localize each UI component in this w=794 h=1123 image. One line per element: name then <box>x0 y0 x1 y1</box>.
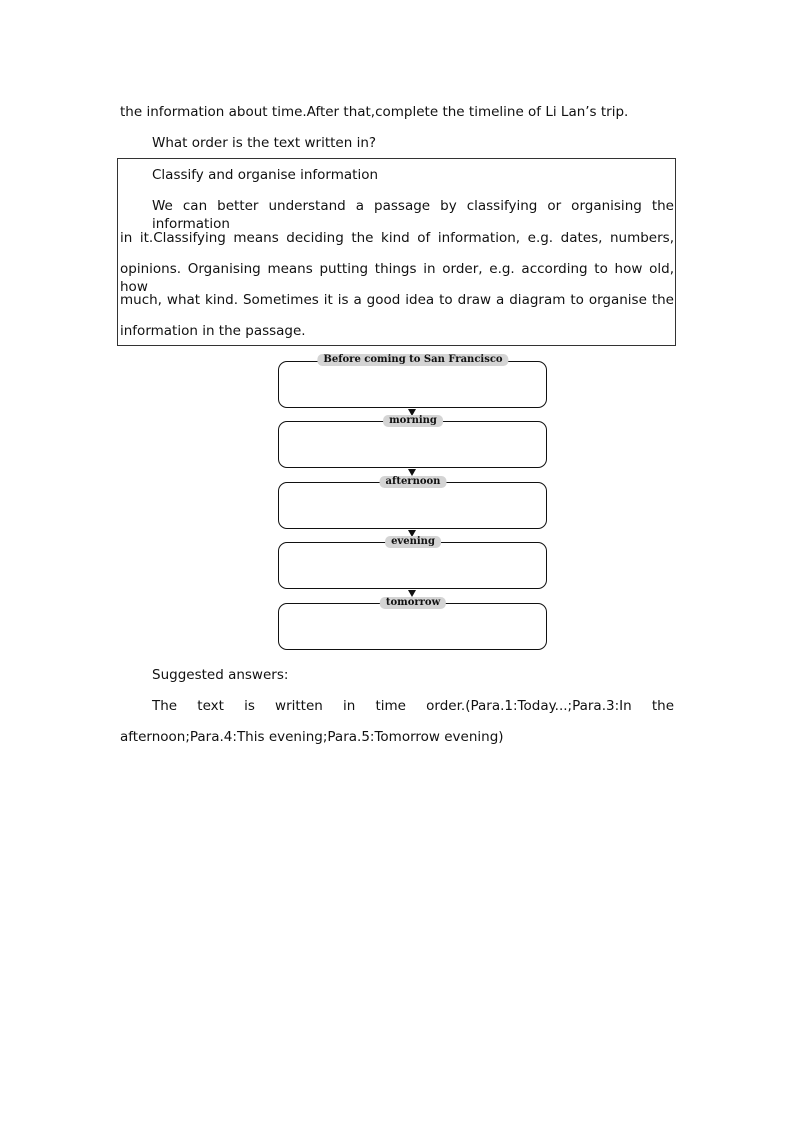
timeline-box-morning <box>278 421 547 468</box>
timeline-tag-afternoon: afternoon <box>380 476 447 488</box>
tip-box-line: in it.Classifying means deciding the kind of information, e.g. dates, numbers, <box>120 230 674 246</box>
timeline-box-tomorrow <box>278 603 547 650</box>
tip-box-line: We can better understand a passage by classifying or organising the information <box>152 198 674 232</box>
intro-line: the information about time.After that,complete the timeline of Li Lan’s trip. <box>120 104 629 120</box>
tip-box <box>117 158 676 346</box>
answers-line: The text is written in time order.(Para.1:Today...;Para.3:In the <box>152 698 674 714</box>
question-text: What order is the text written in? <box>152 135 377 151</box>
timeline-tag-before: Before coming to San Francisco <box>317 354 508 366</box>
timeline-tag-evening: evening <box>385 536 441 548</box>
timeline-tag-tomorrow: tomorrow <box>380 597 446 609</box>
tip-box-line: opinions. Organising means putting things in order, e.g. according to how old, how <box>120 261 674 295</box>
answers-heading: Suggested answers: <box>152 667 289 683</box>
timeline-box-before <box>278 361 547 408</box>
tip-box-title: Classify and organise information <box>152 167 379 183</box>
tip-box-line: much, what kind. Sometimes it is a good idea to draw a diagram to organise the <box>120 292 674 308</box>
answers-line: afternoon;Para.4:This evening;Para.5:Tomorrow evening) <box>120 729 504 745</box>
timeline-tag-morning: morning <box>383 415 443 427</box>
timeline-box-afternoon <box>278 482 547 529</box>
timeline-box-evening <box>278 542 547 589</box>
arrow-down-icon <box>408 590 416 597</box>
tip-box-line: information in the passage. <box>120 323 306 339</box>
arrow-down-icon <box>408 469 416 476</box>
